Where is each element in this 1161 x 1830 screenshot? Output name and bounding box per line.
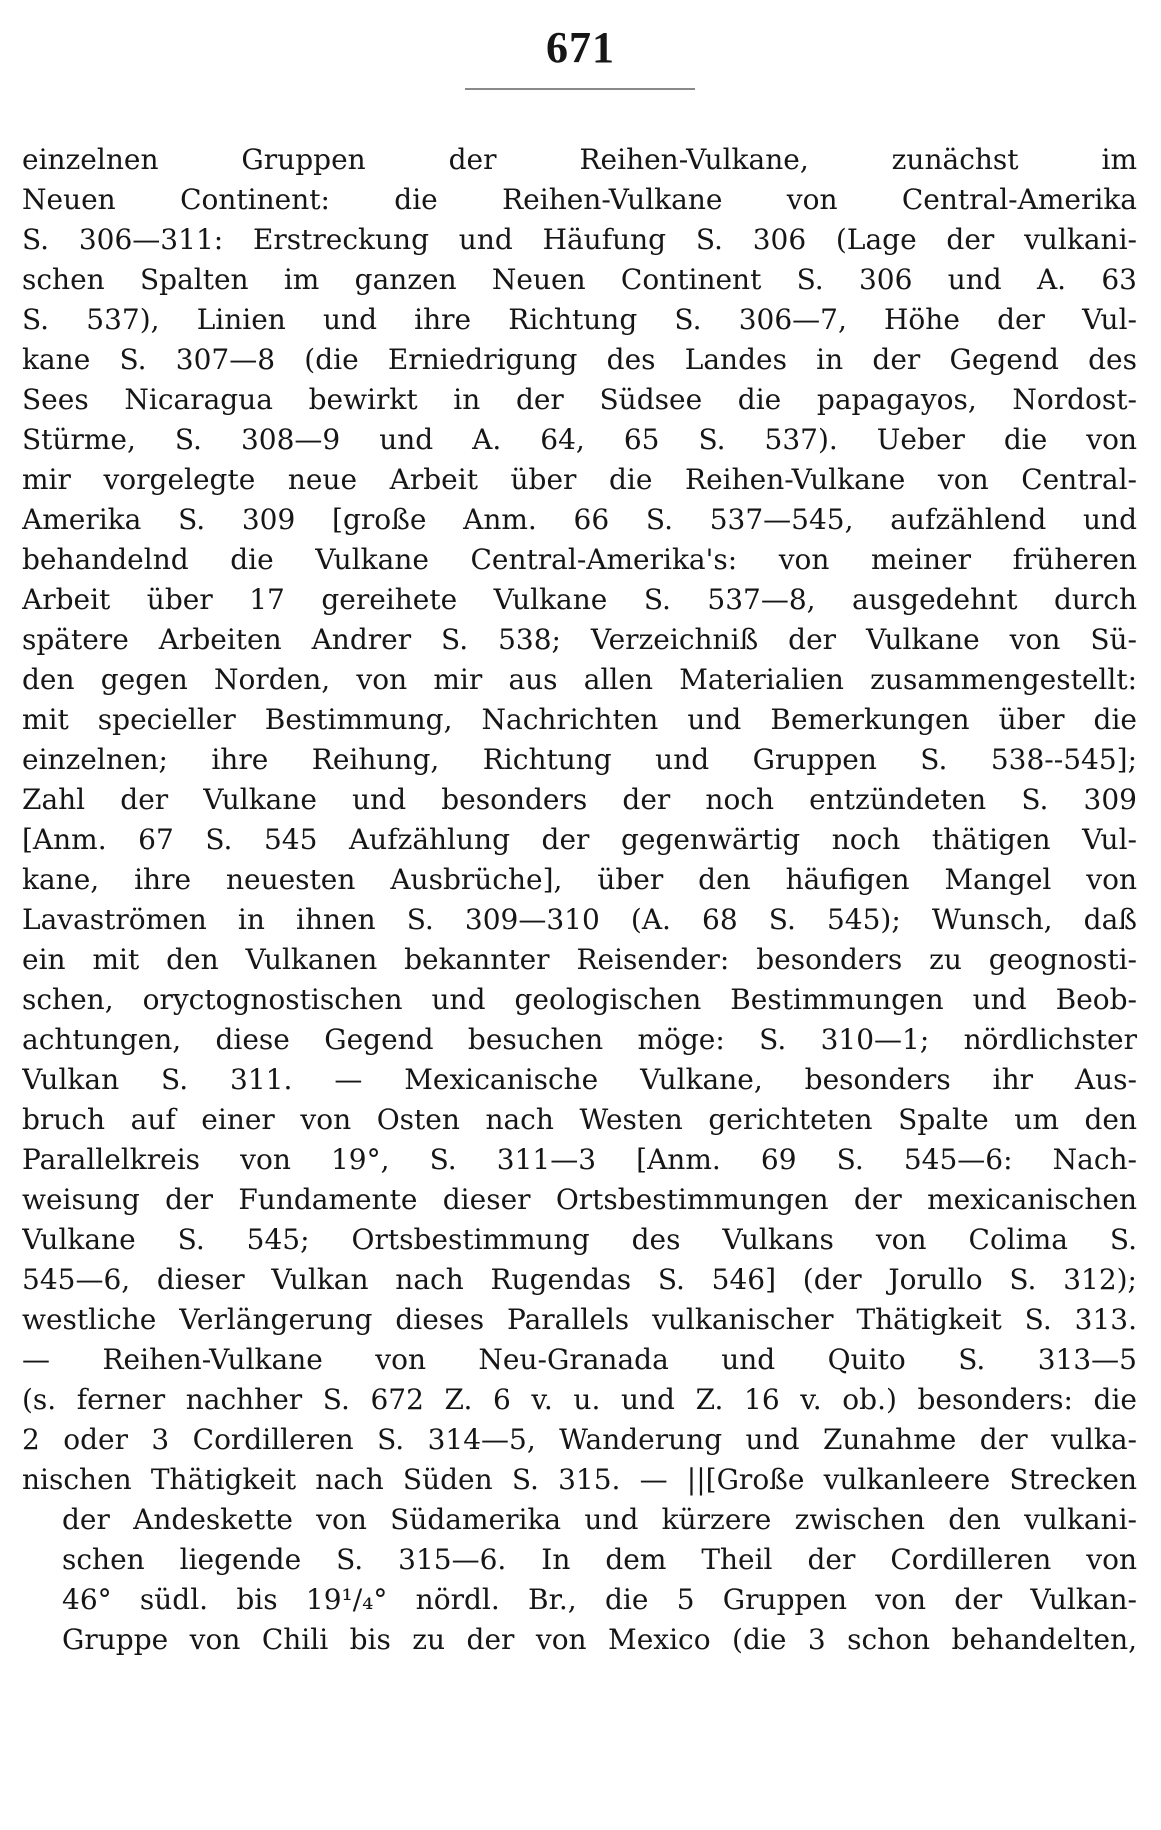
text-line: einzelnen; ihre Reihung, Richtung und Gruppen S. 538--545]; <box>22 743 1137 776</box>
text-line: 46° südl. bis 19¹/₄° nördl. Br., die 5 Gruppen von der Vulkan- <box>62 1583 1137 1616</box>
text-line: Gruppe von Chili bis zu der von Mexico (die 3 schon behandelten, <box>62 1623 1137 1656</box>
text-line: mit specieller Bestimmung, Nachrichten und Bemerkungen über die <box>22 703 1137 736</box>
text-line: S. 537), Linien und ihre Richtung S. 306—7, Höhe der Vul- <box>22 303 1137 336</box>
text-line: 545—6, dieser Vulkan nach Rugendas S. 546] (der Jorullo S. 312); <box>22 1263 1137 1296</box>
text-line: Parallelkreis von 19°, S. 311—3 [Anm. 69 S. 545—6: Nach- <box>22 1143 1137 1176</box>
text-line: kane, ihre neuesten Ausbrüche], über den häufigen Mangel von <box>22 863 1137 896</box>
text-line: der Andeskette von Südamerika und kürzere zwischen den vulkani- <box>62 1503 1137 1536</box>
text-line: Neuen Continent: die Reihen-Vulkane von Central-Amerika <box>22 183 1137 216</box>
text-line: Amerika S. 309 [große Anm. 66 S. 537—545, aufzählend und <box>22 503 1137 536</box>
text-line: schen liegende S. 315—6. In dem Theil der Cordilleren von <box>62 1543 1137 1576</box>
text-line: 2 oder 3 Cordilleren S. 314—5, Wanderung und Zunahme der vulka- <box>22 1423 1137 1456</box>
text-line: achtungen, diese Gegend besuchen möge: S. 310—1; nördlichster <box>22 1023 1137 1056</box>
text-line: Vulkane S. 545; Ortsbestimmung des Vulkans von Colima S. <box>22 1223 1137 1256</box>
text-line: kane S. 307—8 (die Erniedrigung des Landes in der Gegend des <box>22 343 1137 376</box>
text-line: (s. ferner nachher S. 672 Z. 6 v. u. und Z. 16 v. ob.) besonders: die <box>22 1383 1137 1416</box>
text-line: bruch auf einer von Osten nach Westen gerichteten Spalte um den <box>22 1103 1137 1136</box>
text-line: nischen Thätigkeit nach Süden S. 315. — ||[Große vulkanleere Strecken <box>22 1463 1137 1496</box>
text-line: schen, oryctognostischen und geologischen Bestimmungen und Beob- <box>22 983 1137 1016</box>
text-line: spätere Arbeiten Andrer S. 538; Verzeichniß der Vulkane von Sü- <box>22 623 1137 656</box>
page-number: 671 <box>546 23 615 72</box>
header-rule <box>465 88 695 90</box>
text-line: Arbeit über 17 gereihete Vulkane S. 537—8, ausgedehnt durch <box>22 583 1137 616</box>
text-line: Zahl der Vulkane und besonders der noch entzündeten S. 309 <box>22 783 1137 816</box>
text-line: ein mit den Vulkanen bekannter Reisender: besonders zu geognosti- <box>22 943 1137 976</box>
text-line: [Anm. 67 S. 545 Aufzählung der gegenwärtig noch thätigen Vul- <box>22 823 1137 856</box>
text-line: Vulkan S. 311. — Mexicanische Vulkane, besonders ihr Aus- <box>22 1063 1137 1096</box>
text-line: westliche Verlängerung dieses Parallels vulkanischer Thätigkeit S. 313. <box>22 1303 1137 1336</box>
text-line: behandelnd die Vulkane Central-Amerika's: von meiner früheren <box>22 543 1137 576</box>
text-line: weisung der Fundamente dieser Ortsbestimmungen der mexicanischen <box>22 1183 1137 1216</box>
body-text <box>22 140 1137 1660</box>
text-line: schen Spalten im ganzen Neuen Continent S. 306 und A. 63 <box>22 263 1137 296</box>
text-line: S. 306—311: Erstreckung und Häufung S. 306 (Lage der vulkani- <box>22 223 1137 256</box>
text-line: Sees Nicaragua bewirkt in der Südsee die papagayos, Nordost- <box>22 383 1137 416</box>
text-line: Lavaströmen in ihnen S. 309—310 (A. 68 S. 545); Wunsch, daß <box>22 903 1137 936</box>
text-line: mir vorgelegte neue Arbeit über die Reihen-Vulkane von Central- <box>22 463 1137 496</box>
text-line: einzelnen Gruppen der Reihen-Vulkane, zunächst im <box>22 143 1137 176</box>
text-line: den gegen Norden, von mir aus allen Materialien zusammengestellt: <box>22 663 1137 696</box>
text-line: — Reihen-Vulkane von Neu-Granada und Quito S. 313—5 <box>22 1343 1137 1376</box>
text-line: Stürme, S. 308—9 und A. 64, 65 S. 537). Ueber die von <box>22 423 1137 456</box>
